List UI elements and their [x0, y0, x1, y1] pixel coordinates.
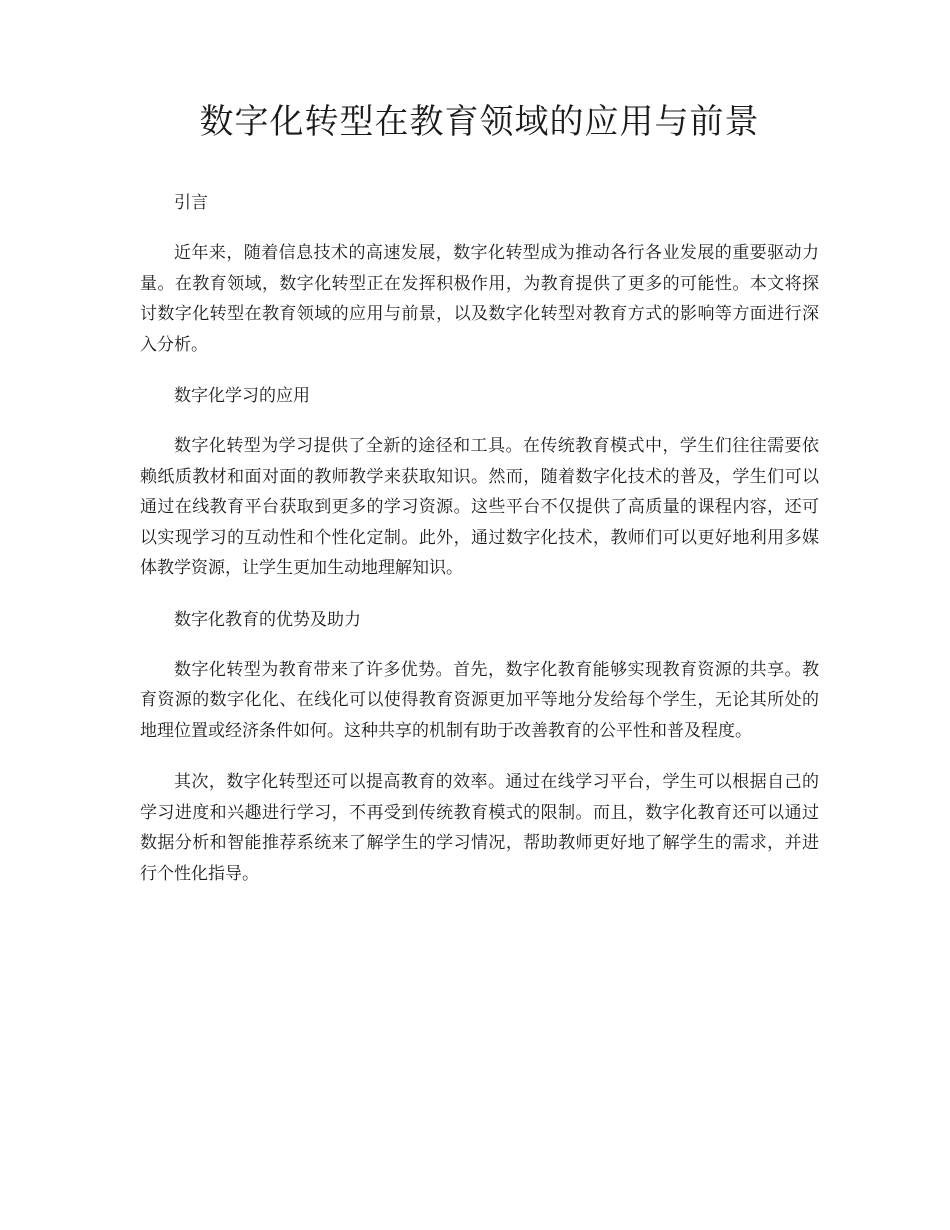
paragraph-intro: 近年来，随着信息技术的高速发展，数字化转型成为推动各行各业发展的重要驱动力量。在教育领域，数字化转型正在发挥积极作用，为教育提供了更多的可能性。本文将探讨数字化转型在教育领域的应用与前景，以及数字化转型对教育方式的影响等方面进行深入分析。: [140, 243, 819, 355]
section-heading-advantages: 数字化教育的优势及助力: [174, 609, 361, 630]
paragraph-digital-learning: 数字化转型为学习提供了全新的途径和工具。在传统教育模式中，学生们往往需要依赖纸质教材和面对面的教师教学来获取知识。然而，随着数字化技术的普及，学生们可以通过在线教育平台获取到更多的学习资源。这些平台不仅提供了高质量的课程内容，还可以实现学习的互动性和个性化定制。此外，通过数字化技术，教师们可以更好地利用多媒体教学资源，让学生更加生动地理解知识。: [140, 436, 819, 578]
document-body: [140, 188, 819, 889]
section-heading-intro: 引言: [174, 193, 208, 213]
paragraph-advantages-efficiency: 其次，数字化转型还可以提高教育的效率。通过在线学习平台，学生可以根据自己的学习进度和兴趣进行学习，不再受到传统教育模式的限制。而且，数字化教育还可以通过数据分析和智能推荐系统来了解学生的学习情况，帮助教师更好地了解学生的需求，并进行个性化指导。: [140, 772, 819, 884]
section-heading-digital-learning: 数字化学习的应用: [174, 386, 310, 406]
paragraph-advantages-sharing: 数字化转型为教育带来了许多优势。首先，数字化教育能够实现教育资源的共享。教育资源的数字化化、在线化可以使得教育资源更加平等地分发给每个学生，无论其所处的地理位置或经济条件如何。这种共享的机制有助于改善教育的公平性和普及程度。: [140, 659, 819, 741]
page-title: 数字化转型在教育领域的应用与前景: [199, 102, 760, 142]
